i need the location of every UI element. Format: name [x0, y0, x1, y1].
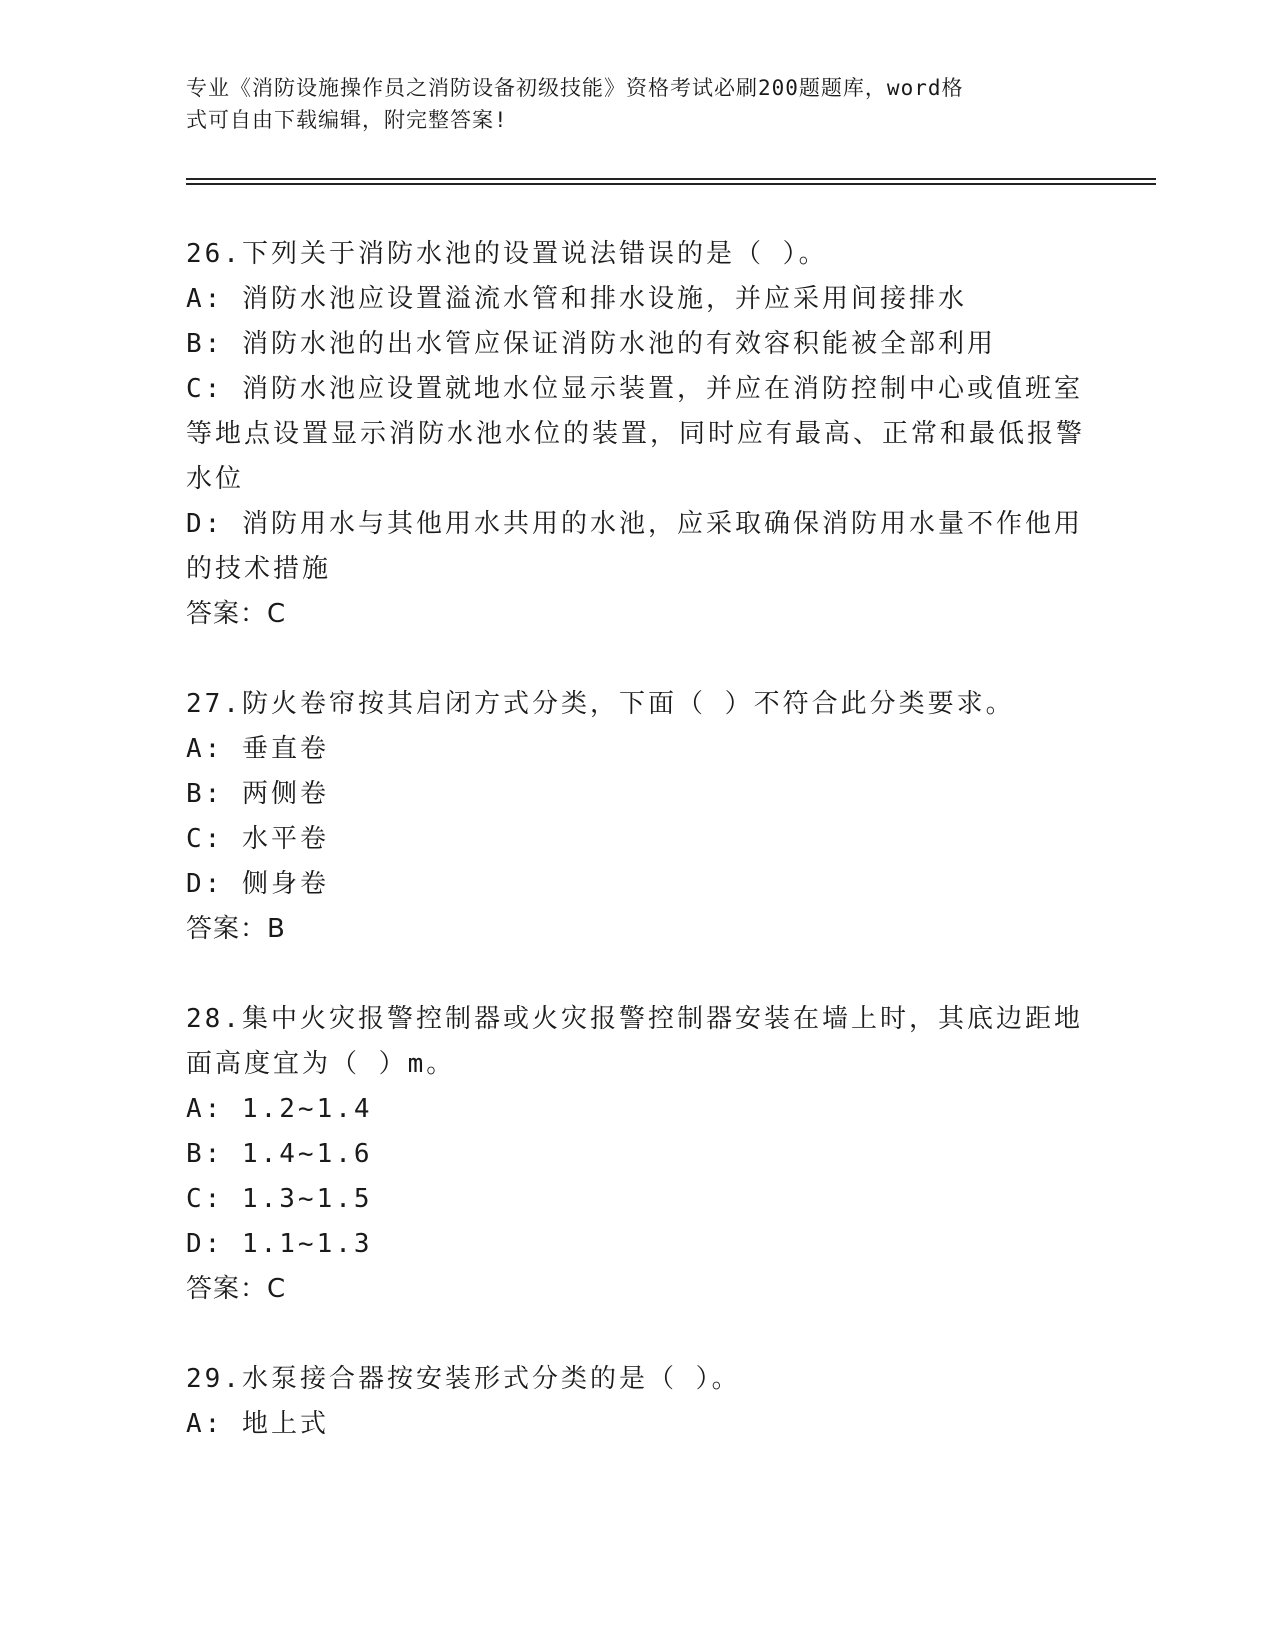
option-c: C: 1.3~1.5 [186, 1184, 373, 1214]
answer: 答案：C [186, 599, 287, 629]
question-26 [186, 232, 1086, 637]
option-a: A: 消防水池应设置溢流水管和排水设施，并应采用间接排水 [186, 284, 967, 314]
header-rule-bottom [186, 183, 1156, 185]
question-27 [186, 682, 1086, 952]
option-d: D: 侧身卷 [186, 869, 329, 899]
option-c: C: 水平卷 [186, 824, 329, 854]
answer: 答案：B [186, 914, 286, 944]
question-29 [186, 1357, 1086, 1447]
header-title-line-2: 式可自由下载编辑，附完整答案! [186, 108, 508, 132]
question-stem: 29.水泵接合器按安装形式分类的是（ ）。 [186, 1364, 741, 1394]
option-a: A: 1.2~1.4 [186, 1094, 373, 1124]
option-a: A: 地上式 [186, 1409, 329, 1439]
document-header [186, 72, 1086, 136]
option-b: B: 1.4~1.6 [186, 1139, 373, 1169]
option-b: B: 两侧卷 [186, 779, 329, 809]
answer: 答案：C [186, 1274, 287, 1304]
header-title-line-1: 专业《消防设施操作员之消防设备初级技能》资格考试必刷200题题库，word格 [186, 76, 964, 100]
option-d: D: 1.1~1.3 [186, 1229, 373, 1259]
option-b: B: 消防水池的出水管应保证消防水池的有效容积能被全部利用 [186, 329, 996, 359]
option-c: C: 消防水池应设置就地水位显示装置，并应在消防控制中心或值班室等地点设置显示消防水池水位的装置，同时应有最高、正常和最低报警水位 [186, 374, 1086, 494]
header-rule-top [186, 178, 1156, 180]
question-stem: 27.防火卷帘按其启闭方式分类，下面（ ）不符合此分类要求。 [186, 689, 1015, 719]
question-stem: 26.下列关于消防水池的设置说法错误的是（ ）。 [186, 239, 828, 269]
question-list [186, 232, 1086, 1492]
option-d: D: 消防用水与其他用水共用的水池，应采取确保消防用水量不作他用的技术措施 [186, 509, 1083, 584]
question-28 [186, 997, 1086, 1312]
question-stem: 28.集中火灾报警控制器或火灾报警控制器安装在墙上时，其底边距地面高度宜为（ ）m。 [186, 1004, 1083, 1079]
option-a: A: 垂直卷 [186, 734, 329, 764]
